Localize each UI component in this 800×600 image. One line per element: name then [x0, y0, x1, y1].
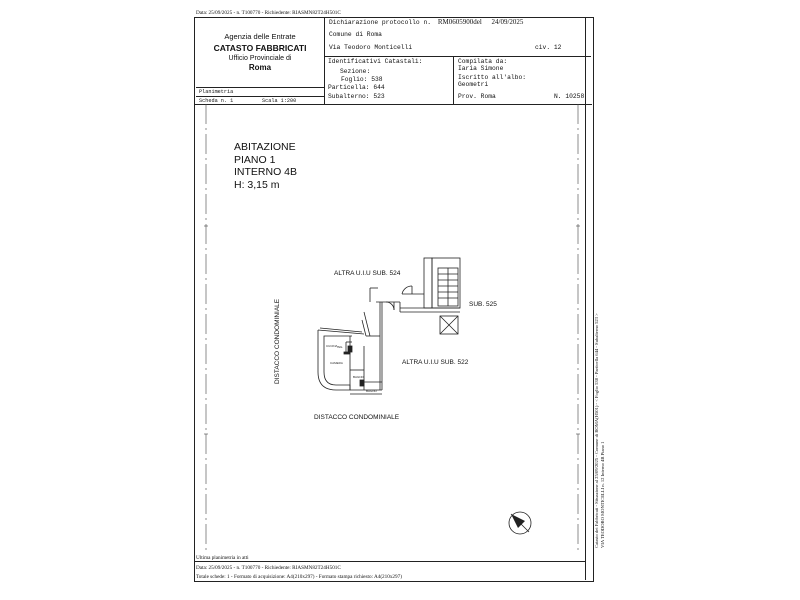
identifiers-subalterno: Subalterno: 523	[328, 93, 385, 100]
identifiers-particella: Particella: 644	[328, 84, 385, 91]
label-distacco-horizontal: DISTACCO CONDOMINIALE	[314, 414, 400, 421]
civic-number: civ. 12	[535, 44, 562, 51]
side-note-1: Catasto dei Fabbricati - Situazione al 25/09/2025 - Comune di ROMA(H501) - < Foglio 538 - Particella 644 - Subalterno 523 >	[594, 313, 599, 548]
north-arrow-icon	[505, 508, 535, 538]
unit-interior: INTERNO 4B	[234, 166, 298, 178]
protocol-label: Dichiarazione protocollo n.	[329, 19, 432, 26]
top-note: Data: 25/09/2025 - n. T100770 - Richiedente: RIASMN82T24H501C	[196, 10, 341, 16]
room-label-ingresso: ING.	[337, 345, 344, 349]
staircase-block	[432, 258, 460, 308]
label-sub-525: SUB. 525	[469, 301, 497, 308]
footer-last-plan: Ultima planimetria in atti	[196, 555, 249, 561]
municipality: Comune di Roma	[329, 31, 382, 38]
footer-line-2: Totale schede: 1 - Formato di acquisizione: A4(210x297) - Formato stampa richiesto: A4(210x297)	[196, 574, 402, 580]
compiled-number: N. 10258	[554, 93, 585, 100]
footer-line-1: Data: 25/09/2025 - n. T100770 - Richiedente: RIASMN82T24H501C	[196, 565, 341, 571]
footer-divider	[194, 561, 586, 562]
agency-name: Agenzia delle Entrate	[224, 32, 296, 41]
label-distacco-vertical: DISTACCO CONDOMINIALE	[274, 298, 281, 384]
registered-value: Geometri	[458, 81, 489, 88]
agency-department: CATASTO FABBRICATI	[213, 43, 307, 53]
unit-info	[234, 141, 297, 191]
room-label-letto: CAMERA	[330, 361, 343, 365]
room-label-bagno: BAGNO	[353, 375, 364, 379]
agency-office: Ufficio Provinciale di	[228, 55, 292, 62]
room-label-cucina: CUCINA	[326, 344, 338, 348]
unit-height: H: 3,15 m	[234, 178, 280, 191]
identifiers-foglio: Foglio: 538	[341, 76, 383, 83]
sheet-scale: Scala 1:200	[262, 98, 297, 104]
identifiers-block	[325, 56, 454, 104]
compiled-name: Iaria Simone	[458, 65, 504, 72]
registered-label: Iscritto all'albo:	[458, 74, 527, 81]
compiled-block	[454, 56, 591, 104]
unit-type: ABITAZIONE	[234, 141, 296, 153]
protocol-date: 24/09/2025	[491, 18, 524, 26]
sheet-type: Planimetria	[199, 89, 234, 95]
compiled-label: Compilata da:	[458, 58, 508, 65]
side-note-2: VIA TEODORO MONTICELLI n. 12 Interno 4B Piano 1	[600, 441, 605, 548]
sheet-scheda: Scheda n. 1	[199, 98, 234, 104]
label-altra-522: ALTRA U.I.U SUB. 522	[402, 359, 469, 366]
unit-floor: PIANO 1	[234, 153, 276, 166]
label-altra-524: ALTRA U.I.U SUB. 524	[334, 270, 401, 277]
protocol-number: RM0605900del	[437, 18, 482, 26]
compiled-province: Prov. Roma	[458, 93, 496, 100]
identifiers-sezione: Sezione:	[340, 68, 371, 75]
agency-city: Roma	[248, 63, 272, 72]
protocol-block	[325, 17, 591, 57]
identifiers-title: Identificativi Catastali:	[328, 58, 423, 65]
street: Via Teodoro Monticelli	[329, 44, 413, 51]
sheet-info	[196, 87, 324, 105]
room-label-bagno2: BAGNO	[366, 389, 377, 393]
